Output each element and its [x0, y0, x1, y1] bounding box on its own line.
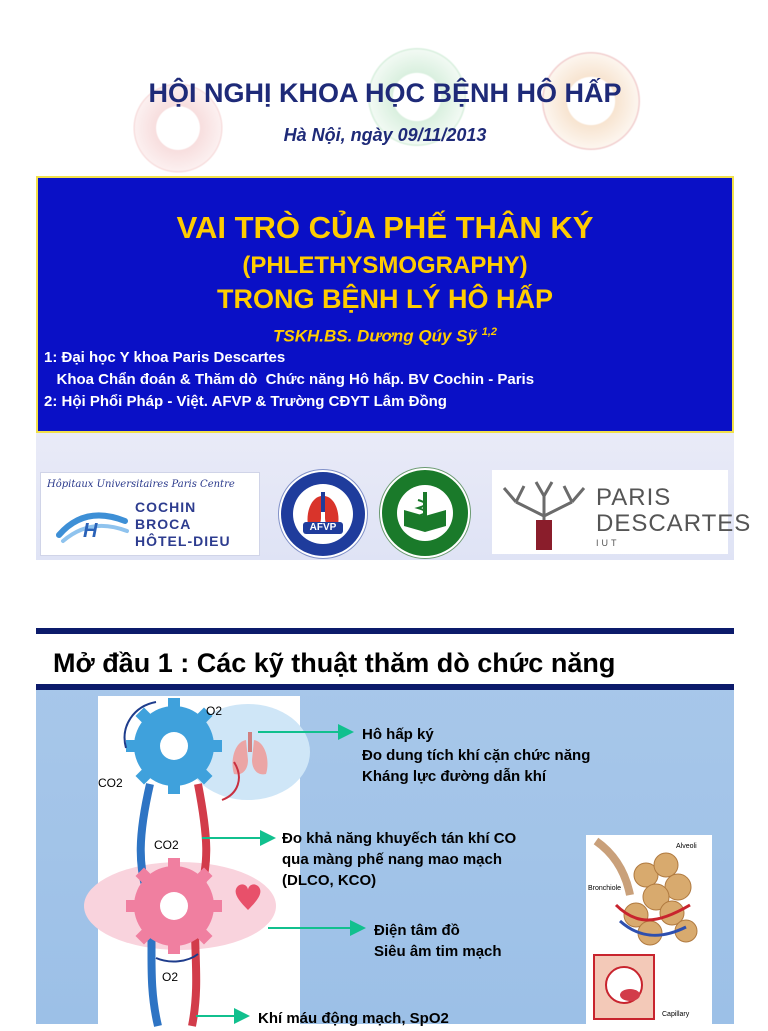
- paris-line3: IUT: [596, 538, 620, 548]
- paris-line1: PARIS: [596, 484, 672, 511]
- paris-descartes-logo: [492, 470, 752, 554]
- o2-bottom-label: O2: [162, 970, 179, 984]
- title-box: [36, 176, 734, 433]
- note-spirometry: Hô hấp ký Đo dung tích khí cặn chức năng Kháng lực đường dẫn khí: [362, 726, 591, 785]
- tree-icon: [496, 476, 592, 550]
- note-blood-gas: Khí máu động mạch, SpO2: [258, 1010, 449, 1027]
- paris-line2: DESCARTES: [596, 510, 752, 537]
- hopitaux-script-text: Hôpitaux Universitaires Paris Centre: [47, 479, 235, 490]
- afvp-lungs-icon: [281, 472, 365, 556]
- conference-date: Hà Nội, ngày 09/11/2013: [283, 125, 487, 145]
- alveoli-illustration: [586, 835, 712, 1024]
- o2-top-label: O2: [206, 704, 223, 718]
- note-diffusion: Đo khả năng khuyếch tán khí CO qua màng phế nang mao mạch (DLCO, KCO): [282, 830, 517, 889]
- svg-text:H: H: [83, 520, 98, 542]
- author-superscript: 1,2: [481, 326, 497, 338]
- title-slide: [36, 38, 752, 560]
- note-cardio: Điện tâm đồ Siêu âm tim mạch: [374, 922, 502, 960]
- co2-left-label: CO2: [98, 776, 123, 790]
- intro-slide: [36, 628, 734, 1027]
- open-book-caduceus-icon: [382, 470, 468, 556]
- alveoli-cluster-icon: [586, 835, 712, 1024]
- logo-hotel-dieu: HÔTEL-DIEU: [135, 533, 231, 549]
- lam-dong-college-logo: [380, 468, 470, 558]
- capillary-label: Capillary: [662, 1011, 690, 1018]
- slide-heading: Mở đầu 1 : Các kỹ thuật thăm dò chức năng: [53, 648, 616, 678]
- affiliation-2: 2: Hội Phổi Pháp - Việt. AFVP & Trường CĐYT Lâm Đồng: [44, 393, 447, 410]
- affiliation-1: 1: Đại học Y khoa Paris Descartes: [44, 349, 286, 366]
- logo-cochin: COCHIN: [135, 499, 197, 515]
- author-line: [38, 326, 732, 347]
- affiliation-1b: Khoa Chẩn đoán & Thăm dò Chức năng Hô hấp. BV Cochin - Paris: [44, 371, 535, 388]
- afvp-logo: [279, 470, 367, 558]
- talk-title-line3: TRONG BỆNH LÝ HÔ HẤP: [216, 284, 553, 314]
- author-name: TSKH.BS. Dương Qúy Sỹ: [273, 326, 477, 346]
- alveoli-label: Alveoli: [676, 843, 697, 850]
- logo-broca: BROCA: [135, 516, 192, 532]
- hopitaux-logo: [40, 472, 260, 556]
- bronchiole-label: Bronchiole: [588, 885, 622, 892]
- co2-mid-label: CO2: [154, 838, 179, 852]
- afvp-label: AFVP: [309, 522, 337, 533]
- talk-title-line2: (PHLETHYSMOGRAPHY): [242, 252, 528, 279]
- hopitaux-emblem-icon: [55, 501, 131, 549]
- conference-title: HỘI NGHỊ KHOA HỌC BỆNH HÔ HẤP: [148, 78, 622, 108]
- talk-title-line1: VAI TRÒ CỦA PHẾ THÂN KÝ: [176, 210, 594, 245]
